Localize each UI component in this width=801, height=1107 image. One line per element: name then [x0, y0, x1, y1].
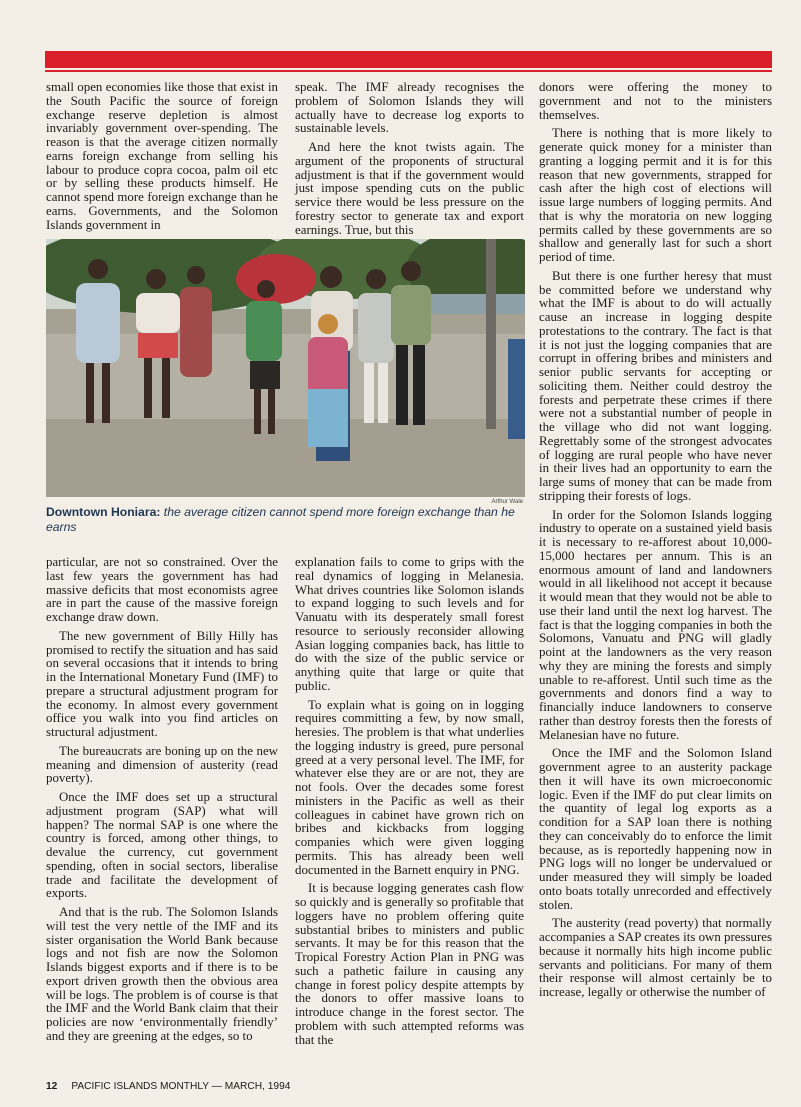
paragraph: The new government of Billy Hilly has promised to rectify the situation and has said on several occasions that it intends to bring in the International Monetary Fund (IMF) to prepare a structural adjustment program for the economy. In almost every government office you walk into you find articles on structural adjustment.: [46, 628, 278, 739]
article-column-2-top: [295, 81, 524, 237]
paragraph: Once the IMF does set up a structural adjustment program (SAP) what will happen? The normal SAP is one where the country is forced, among other things, to devalue the currency, cut government spending, often in social sectors, liberalise trade and facilitate the development of exports.: [46, 790, 278, 901]
paragraph: The bureaucrats are boning up on the new meaning and dimension of austerity (read poverty).: [46, 743, 278, 786]
photo-credit: Arthur Wale: [491, 499, 523, 505]
paragraph: Once the IMF and the Solomon Island government agree to an austerity package then it will have its own microeconomic logic. Even if the IMF do put clear limits on the quantity of legal log exports as a condition for a SAP loan there is nothing they can conceivably do to enforce the limit because, as is reportedly happening now in PNG logs will no longer be undervalued or under measured they will simply be loaded onto boats totally unrecorded and effectively stolen.: [539, 746, 772, 912]
paragraph: speak. The IMF already recognises the problem of Solomon Islands they will actually have to decrease log exports to sustainable levels.: [295, 80, 524, 136]
paragraph: The austerity (read poverty) that normally accompanies a SAP creates its own pressures because it normally hits high income public servants and politicians. For many of them their response will almost certainly be to increase, legally or otherwise the number of: [539, 916, 772, 999]
paragraph: particular, are not so constrained. Over the last few years the government has had massive deficits that most economists agree are in part the cause of the massive foreign exchange draw down.: [46, 555, 278, 624]
caption-lead: Downtown Honiara:: [46, 505, 161, 519]
page-number: 12: [46, 1081, 58, 1092]
header-red-bar: [45, 51, 772, 68]
article-column-3: [539, 81, 772, 1000]
article-column-1-bottom: [46, 556, 278, 1044]
photo-downtown-honiara: [46, 239, 525, 497]
paragraph: But there is one further heresy that must be committed before we understand why what the IMF is about to do will actually cause an increase in logging despite protestations to the contrary. The fact is that it is not just the logging companies that are corrupt in offering bribes and ministers and senior public servants for accepting or soliciting them. Neither could destroy the forests and perpetrate these crimes if there were not a substantial number of people in the village who did not want logging. Regrettably some of the strongest advocates of logging are rural people who have never in their lives had an opportunity to earn the large sums of money that can be made from stripping their forests of logs.: [539, 268, 772, 503]
caption-text: the average citizen cannot spend more foreign exchange than he earns: [46, 505, 515, 534]
paragraph: donors were offering the money to government and not to the ministers themselves.: [539, 80, 772, 122]
paragraph: And here the knot twists again. The argument of the proponents of structural adjustment is that if the government would just impose spending cuts on the public service there would be less pressure on the forestry sector to generate tax and export earnings. True, but this: [295, 140, 524, 237]
article-column-1-top: [46, 81, 278, 232]
paragraph: explanation fails to come to grips with the real dynamics of logging in Melanesia. What drives countries like Solomon islands to expand logging to such levels and for Vanuatu with its desperately small forest resource to seriously reconsider allowing Asian logging companies back, has little to do with the size of the public service or anything quite that large or quite that public.: [295, 555, 524, 693]
publication-line: PACIFIC ISLANDS MONTHLY — MARCH, 1994: [71, 1081, 291, 1092]
photo-caption: [46, 505, 525, 535]
paragraph: There is nothing that is more likely to generate quick money for a minister than granting a logging permit and it is for this reason that new governments, strapped for cash after the high cost of elections will issue large numbers of logging permits. And that is why the moratoria on new logging permits called by these governments are so shallow and generally last for such a short period of time.: [539, 126, 772, 264]
paragraph: In order for the Solomon Islands logging industry to operate on a sustained yield basis it is necessary to re-afforest about 10,000-15,000 hectares per annum. This is an enormous amount of land and landowners would in all likelihood not accept it because it would mean that they would not be able to use their land until the next log harvest. The fact is that the logging companies in both the Solomons, Vanuatu and PNG will gladly point at the landowners as the very reason why they are mining the forests and simply unable to re-afforest. Until such time as the governments and donors find a way to financially induce landowners to conserve rather than destroy forests then the forests of Melanesian have no future.: [539, 507, 772, 742]
article-column-2-bottom: [295, 556, 524, 1047]
page-footer: [46, 1081, 290, 1092]
paragraph: small open economies like those that exist in the South Pacific the source of foreign exchange reserve depletion is almost invariably government over-spending. The reason is that the average citizen normally earns foreign exchange from selling his labour to produce copra cocoa, palm oil etc or by selling these products himself. He cannot spend more foreign exchange than he earns. Governments, and the Solomon Islands government in: [46, 80, 278, 232]
paragraph: It is because logging generates cash flow so quickly and is generally so profitable that loggers have no problem offering quite substantial bribes to ministers and public servants. It may be for this reason that the Tropical Forestry Action Plan in PNG was such a pathetic failure in causing any change in forest policy despite attempts by the donors to offer massive loans to introduce change in the forest sector. The problem with such attempted reforms was that the: [295, 881, 524, 1047]
paragraph: To explain what is going on in logging requires committing a few, by now small, heresies. The problem is that what underlies the logging industry is greed, pure personal greed at a very personal level. The IMF, for whatever else they are or are not, they are not fools. Over the decades some forest ministers in the Pacific as well as their colleagues in cabinet have grown rich on bribes and kickbacks from logging companies which were given logging permits. This has already been well documented in the Barnett enquiry in PNG.: [295, 697, 524, 877]
paragraph: And that is the rub. The Solomon Islands will test the very nettle of the IMF and its sister organisation the World Bank because logs and not fish are now the Solomon Islands biggest exports and if there is to be export driven growth then the obvious area will be logs. The problem is of course is that the IMF and the World Bank claim that their policies are now ‘environmentally friendly’ and they are greening at the edges, so to: [46, 905, 278, 1043]
header-red-rule: [45, 70, 772, 72]
